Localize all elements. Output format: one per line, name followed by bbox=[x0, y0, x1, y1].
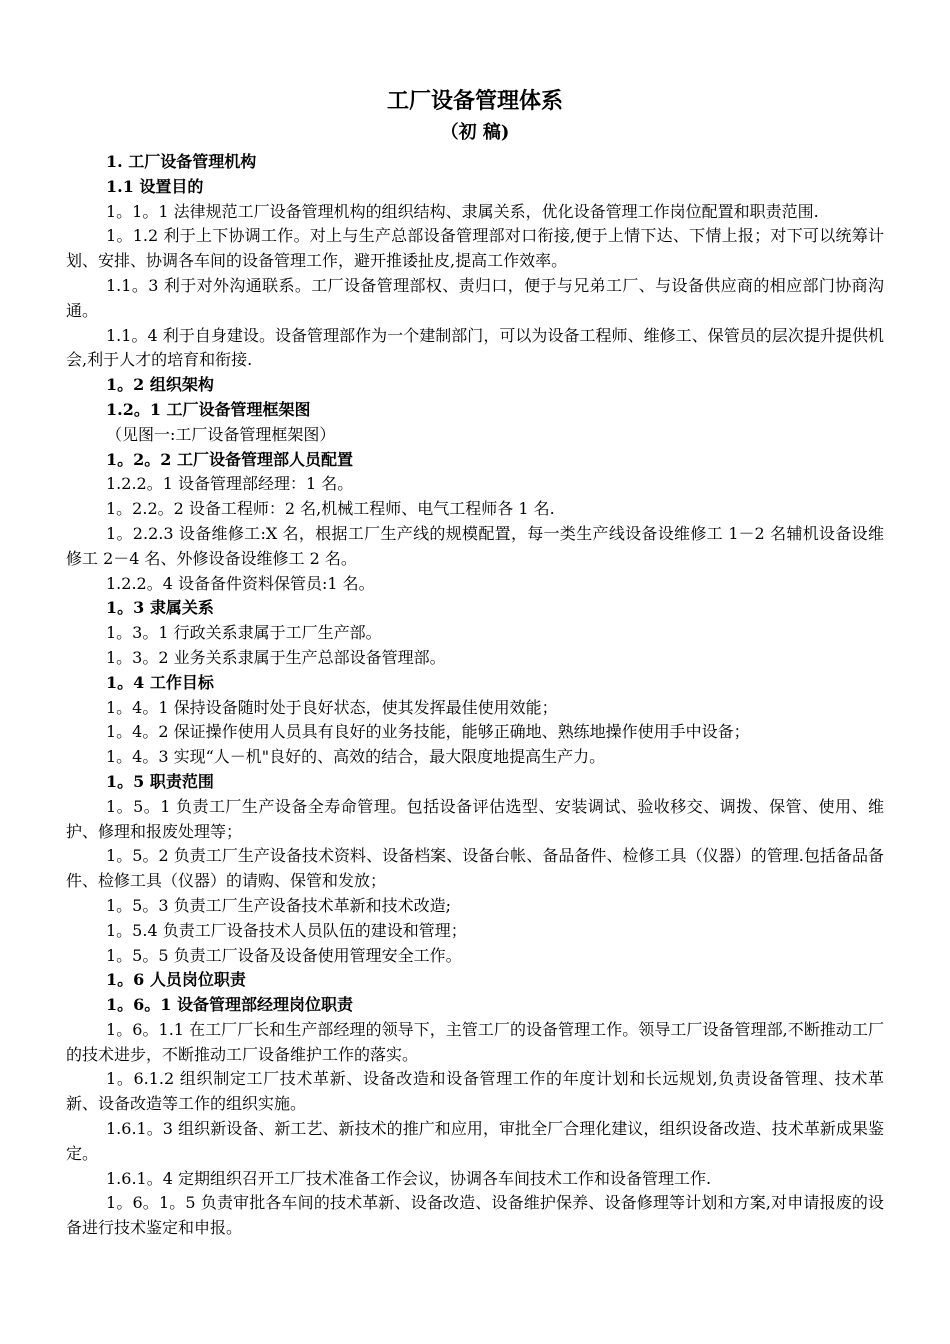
section-heading: 1。2 组织架构 bbox=[106, 375, 214, 395]
paragraph: 1。1.2 利于上下协调工作。对上与生产总部设备管理部对口衔接,便于上情下达、下情上报；对下可以统筹计划、安排、协调各车间的设备管理工作，避开推诿扯皮,提高工作效率。 bbox=[66, 226, 884, 271]
paragraph: 1.6.1。3 组织新设备、新工艺、新技术的推广和应用，审批全厂合理化建议，组织设备改造、技术革新成果鉴定。 bbox=[66, 1119, 884, 1163]
paragraph: 1。5。5 负责工厂设备及设备使用管理安全工作。 bbox=[106, 945, 462, 965]
section-heading: 1。6。1 设备管理部经理岗位职责 bbox=[106, 995, 353, 1015]
paragraph: 1.1。3 利于对外沟通联系。工厂设备管理部权、责归口，便于与兄弟工厂、与设备供应商的相应部门协商沟通。 bbox=[66, 275, 884, 320]
paragraph: 1.6.1。4 定期组织召开工厂技术准备工作会议，协调各车间技术工作和设备管理工作. bbox=[106, 1168, 712, 1188]
document-page bbox=[66, 86, 884, 1241]
paragraph: 1。6。1.1 在工厂厂长和生产部经理的领导下，主管工厂的设备管理工作。领导工厂设备管理部,不断推动工厂的技术进步，不断推动工厂设备维护工作的落实。 bbox=[66, 1019, 884, 1064]
paragraph: 1。5。3 负责工厂生产设备技术革新和技术改造; bbox=[106, 895, 452, 915]
section-heading: 1。6 人员岗位职责 bbox=[106, 970, 246, 990]
paragraph: 1。4。1 保持设备随时处于良好状态，使其发挥最佳使用效能； bbox=[106, 697, 558, 717]
paragraph: 1。4。2 保证操作使用人员具有良好的业务技能，能够正确地、熟练地操作使用手中设备； bbox=[106, 722, 750, 742]
paragraph: 1。6.1.2 组织制定工厂技术革新、设备改造和设备管理工作的年度计划和长远规划,负责设备管理、技术革新、设备改造等工作的组织实施。 bbox=[66, 1069, 884, 1114]
section-heading: 1。4 工作目标 bbox=[106, 672, 214, 692]
section-heading: 1.1 设置目的 bbox=[106, 176, 204, 196]
document-subtitle: （初 稿) bbox=[440, 122, 510, 143]
paragraph: 1.1。4 利于自身建设。设备管理部作为一个建制部门，可以为设备工程师、维修工、保管员的层次提升提供机会,利于人才的培育和衔接. bbox=[66, 325, 884, 370]
section-heading: 1.2。1 工厂设备管理框架图 bbox=[106, 399, 311, 419]
paragraph: 1。5。2 负责工厂生产设备技术资料、设备档案、设备台帐、备品备件、检修工具（仪器）的管理.包括备品备件、检修工具（仪器）的请购、保管和发放； bbox=[66, 846, 884, 891]
paragraph: 1。1。1 法律规范工厂设备管理机构的组织结构、隶属关系，优化设备管理工作岗位配置和职责范围. bbox=[106, 201, 819, 221]
document-title: 工厂设备管理体系 bbox=[386, 88, 563, 114]
paragraph: 1。3。2 业务关系隶属于生产总部设备管理部。 bbox=[106, 647, 446, 667]
paragraph: 1。5.4 负责工厂设备技术人员队伍的建设和管理； bbox=[106, 920, 467, 940]
paragraph: 1。4。3 实现“人－机"良好的、高效的结合，最大限度地提高生产力。 bbox=[106, 747, 606, 767]
section-heading: 1。5 职责范围 bbox=[106, 771, 214, 791]
paragraph: 1。5。1 负责工厂生产设备全寿命管理。包括设备评估选型、安装调试、验收移交、调拨、保管、使用、维护、修理和报废处理等； bbox=[66, 796, 884, 841]
paragraph: 1.2.2。4 设备备件资料保管员:1 名。 bbox=[106, 573, 375, 593]
paragraph: 1.2.2。1 设备管理部经理：1 名。 bbox=[106, 474, 354, 494]
section-heading: 1. 工厂设备管理机构 bbox=[106, 152, 257, 171]
section-heading: 1。2。2 工厂设备管理部人员配置 bbox=[106, 449, 353, 469]
section-heading: 1。3 隶属关系 bbox=[106, 598, 214, 618]
paragraph: 1。6。1。5 负责审批各车间的技术革新、设备改造、设备维护保养、设备修理等计划和方案,对申请报废的设备进行技术鉴定和申报。 bbox=[66, 1193, 884, 1238]
paragraph: （见图一:工厂设备管理框架图） bbox=[106, 424, 336, 444]
paragraph: 1。2.2。2 设备工程师：2 名,机械工程师、电气工程师各 1 名. bbox=[106, 499, 555, 519]
paragraph: 1。3。1 行政关系隶属于工厂生产部。 bbox=[106, 623, 382, 643]
paragraph: 1。2.2.3 设备维修工:X 名，根据工厂生产线的规模配置，每一类生产线设备设维修工 1－2 名辅机设备设维修工 2－4 名、外修设备设维修工 2 名。 bbox=[66, 523, 884, 568]
document-body bbox=[66, 150, 884, 1241]
